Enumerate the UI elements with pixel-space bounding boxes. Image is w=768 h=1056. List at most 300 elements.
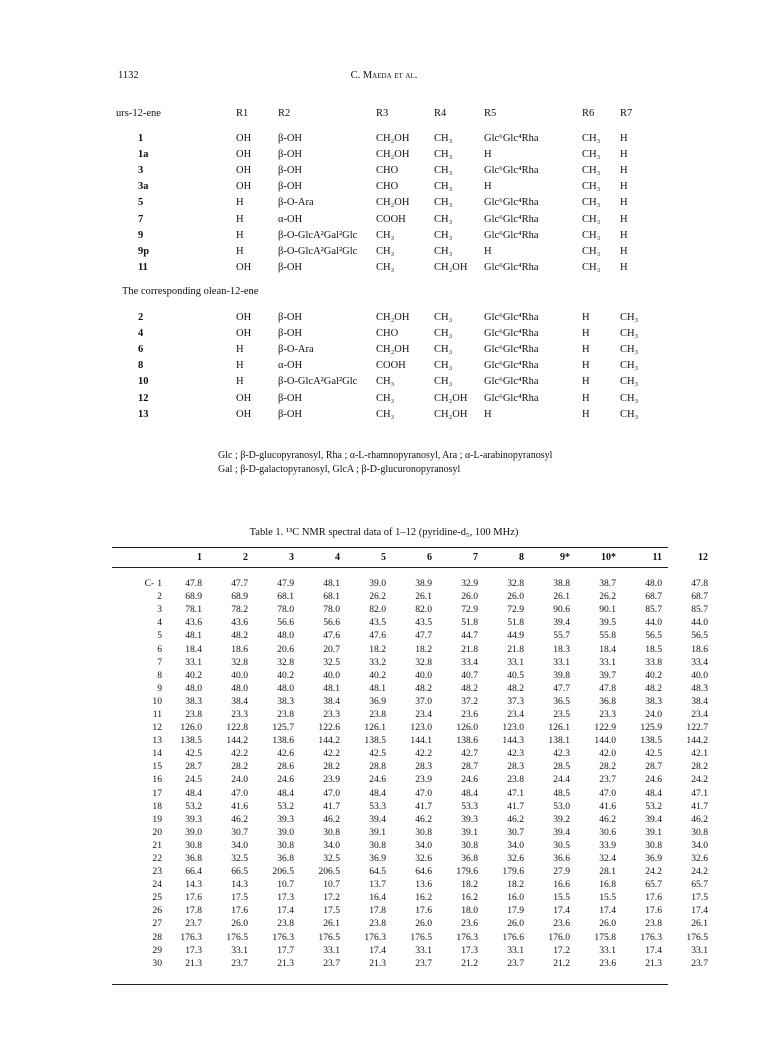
shift-value: 56.5 xyxy=(645,630,662,642)
shift-value: 47.1 xyxy=(507,787,524,799)
shift-value: 53.0 xyxy=(553,800,570,812)
substituent-cell: CH₃ xyxy=(582,229,601,241)
shift-value: 33.1 xyxy=(323,944,340,956)
shift-value: 30.8 xyxy=(645,839,662,851)
shift-value: 26.2 xyxy=(369,591,386,603)
urs-heading: urs-12-ene xyxy=(116,108,161,119)
shift-value: 47.9 xyxy=(277,578,294,590)
shift-value: 16.2 xyxy=(461,892,478,904)
shift-value: 68.7 xyxy=(691,591,708,603)
substituent-cell: H xyxy=(484,245,492,257)
compound-number: 11 xyxy=(138,262,148,274)
substituent-cell: β-O-GlcA²Gal²Glc xyxy=(278,229,358,241)
substituent-cell: CH₃ xyxy=(582,213,601,225)
shift-value: 26.2 xyxy=(599,591,616,603)
carbon-number: 6 xyxy=(157,643,162,655)
carbon-number: 23 xyxy=(152,866,162,878)
shift-value: 125.9 xyxy=(640,722,662,734)
substituent-cell: Glc⁶Glc⁴Rha xyxy=(484,360,539,372)
shift-value: 38.3 xyxy=(645,695,662,707)
substituent-cell: CH₃ xyxy=(582,181,601,193)
shift-value: 28.3 xyxy=(507,761,524,773)
shift-value: 53.3 xyxy=(461,800,478,812)
shift-value: 18.4 xyxy=(599,643,616,655)
shift-value: 23.7 xyxy=(323,957,340,969)
oleane-row xyxy=(138,358,640,374)
shift-value: 18.4 xyxy=(185,643,202,655)
shift-value: 23.8 xyxy=(645,918,662,930)
substituent-cell: H xyxy=(620,148,628,160)
shift-value: 17.4 xyxy=(369,944,386,956)
oleane-row xyxy=(138,390,640,406)
urs-structure-table xyxy=(116,108,640,276)
nmr-data-table xyxy=(112,577,714,970)
substituent-cell: CH₃ xyxy=(620,408,639,420)
shift-value: 17.5 xyxy=(691,892,708,904)
nmr-row xyxy=(112,669,714,682)
oleane-row xyxy=(138,309,640,325)
nmr-row xyxy=(112,734,714,747)
shift-value: 48.0 xyxy=(185,682,202,694)
shift-value: 53.3 xyxy=(369,800,386,812)
shift-value: 38.8 xyxy=(553,578,570,590)
nmr-row xyxy=(112,590,714,603)
nmr-header xyxy=(112,549,714,565)
shift-value: 39.0 xyxy=(185,826,202,838)
shift-value: 38.4 xyxy=(231,695,248,707)
table1-caption: Table 1. ¹³C NMR spectral data of 1–12 (pyridine-d₅, 100 MHz) xyxy=(249,527,519,538)
shift-value: 47.7 xyxy=(415,630,432,642)
shift-value: 39.0 xyxy=(369,578,386,590)
substituent-cell: H xyxy=(236,197,244,209)
shift-value: 30.6 xyxy=(599,826,616,838)
shift-value: 40.5 xyxy=(507,669,524,681)
shift-value: 125.7 xyxy=(272,722,294,734)
shift-value: 42.2 xyxy=(415,748,432,760)
carbon-label xyxy=(112,629,162,642)
shift-value: 30.8 xyxy=(691,826,708,838)
shift-value: 32.8 xyxy=(507,578,524,590)
substituent-cell: COOH xyxy=(376,213,406,225)
shift-value: 26.0 xyxy=(415,918,432,930)
shift-value: 44.0 xyxy=(645,617,662,629)
nmr-row xyxy=(112,865,714,878)
substituent-cell: α-OH xyxy=(278,360,303,372)
shift-value: 40.0 xyxy=(323,669,340,681)
shift-value: 18.3 xyxy=(553,643,570,655)
substituent-cell: β-OH xyxy=(278,262,303,274)
shift-value: 48.2 xyxy=(415,682,432,694)
shift-value: 32.9 xyxy=(461,578,478,590)
compound-number: 8 xyxy=(138,360,144,372)
shift-value: 43.5 xyxy=(415,617,432,629)
shift-value: 90.6 xyxy=(553,604,570,616)
nmr-row xyxy=(112,917,714,930)
shift-value: 14.3 xyxy=(185,879,202,891)
substituent-cell: CH₂OH xyxy=(376,132,410,144)
carbon-number: 7 xyxy=(157,656,162,668)
nmr-row xyxy=(112,891,714,904)
shift-value: 175.8 xyxy=(594,931,616,943)
carbon-label xyxy=(112,839,162,852)
shift-value: 33.2 xyxy=(369,656,386,668)
carbon-label xyxy=(112,747,162,760)
substituent-cell: CH₃ xyxy=(434,245,453,257)
substituent-cell: CH₃ xyxy=(620,311,639,323)
shift-value: 47.0 xyxy=(231,787,248,799)
shift-value: 37.0 xyxy=(415,695,432,707)
carbon-number: 9 xyxy=(157,682,162,694)
shift-value: 30.7 xyxy=(507,826,524,838)
shift-value: 78.2 xyxy=(231,604,248,616)
nmr-row xyxy=(112,904,714,917)
shift-value: 47.6 xyxy=(323,630,340,642)
carbon-label xyxy=(112,656,162,669)
shift-value: 53.2 xyxy=(277,800,294,812)
shift-value: 123.0 xyxy=(502,722,524,734)
shift-value: 17.4 xyxy=(277,905,294,917)
shift-value: 48.1 xyxy=(323,578,340,590)
shift-value: 138.5 xyxy=(180,735,202,747)
shift-value: 48.0 xyxy=(277,682,294,694)
shift-value: 46.2 xyxy=(691,813,708,825)
substituent-cell: β-OH xyxy=(278,148,303,160)
shift-value: 30.8 xyxy=(185,839,202,851)
nmr-row xyxy=(112,813,714,826)
compound-column-header: 11 xyxy=(652,551,662,563)
shift-value: 18.6 xyxy=(691,643,708,655)
shift-value: 28.1 xyxy=(599,866,616,878)
shift-value: 17.6 xyxy=(231,905,248,917)
shift-value: 126.0 xyxy=(180,722,202,734)
carbon-label xyxy=(112,917,162,930)
nmr-row xyxy=(112,852,714,865)
compound-number: 10 xyxy=(138,376,149,388)
carbon-label xyxy=(112,642,162,655)
shift-value: 48.0 xyxy=(231,682,248,694)
shift-value: 48.2 xyxy=(645,682,662,694)
substituent-cell: H xyxy=(582,360,590,372)
shift-value: 10.7 xyxy=(323,879,340,891)
shift-value: 17.7 xyxy=(277,944,294,956)
compound-number: 4 xyxy=(138,327,144,339)
shift-value: 38.9 xyxy=(415,578,432,590)
substituent-cell: CH₃ xyxy=(376,408,395,420)
shift-value: 28.8 xyxy=(369,761,386,773)
shift-value: 126.0 xyxy=(456,722,478,734)
shift-value: 39.8 xyxy=(553,669,570,681)
shift-value: 43.6 xyxy=(231,617,248,629)
shift-value: 33.1 xyxy=(553,656,570,668)
carbon-number: 5 xyxy=(157,630,162,642)
carbon-label xyxy=(112,669,162,682)
shift-value: 15.5 xyxy=(599,892,616,904)
shift-value: 18.5 xyxy=(645,643,662,655)
shift-value: 42.5 xyxy=(645,748,662,760)
carbon-label xyxy=(112,695,162,708)
substituent-cell: H xyxy=(582,343,590,355)
shift-value: 122.7 xyxy=(686,722,708,734)
substituent-cell: CH₃ xyxy=(376,392,395,404)
shift-value: 39.1 xyxy=(645,826,662,838)
substituent-cell: OH xyxy=(236,311,252,323)
substituent-cell: H xyxy=(236,229,244,241)
shift-value: 28.2 xyxy=(231,761,248,773)
substituent-cell: H xyxy=(582,408,590,420)
substituent-cell: CH₂OH xyxy=(376,343,410,355)
carbon-number: 25 xyxy=(152,892,162,904)
substituent-cell: H xyxy=(620,262,628,274)
nmr-row xyxy=(112,800,714,813)
carbon-label xyxy=(112,800,162,813)
shift-value: 37.3 xyxy=(507,695,524,707)
substituent-cell: CH₂OH xyxy=(434,262,468,274)
shift-value: 42.1 xyxy=(691,748,708,760)
shift-value: 47.7 xyxy=(553,682,570,694)
substituent-cell: H xyxy=(236,360,244,372)
carbon-number: 20 xyxy=(152,826,162,838)
shift-value: 138.6 xyxy=(456,735,478,747)
shift-value: 24.2 xyxy=(645,866,662,878)
shift-value: 26.1 xyxy=(691,918,708,930)
substituent-cell: CH₃ xyxy=(434,327,453,339)
shift-value: 39.3 xyxy=(185,813,202,825)
shift-value: 34.0 xyxy=(323,839,340,851)
shift-value: 47.8 xyxy=(599,682,616,694)
substituent-cell: H xyxy=(236,245,244,257)
shift-value: 17.8 xyxy=(369,905,386,917)
shift-value: 23.5 xyxy=(553,708,570,720)
shift-value: 42.5 xyxy=(369,748,386,760)
shift-value: 24.2 xyxy=(691,866,708,878)
shift-value: 138.6 xyxy=(272,735,294,747)
shift-value: 30.7 xyxy=(231,826,248,838)
nmr-row xyxy=(112,878,714,891)
substituent-cell: β-O-GlcA²Gal²Glc xyxy=(278,376,358,388)
substituent-cell: CH₃ xyxy=(434,343,453,355)
shift-value: 30.8 xyxy=(369,839,386,851)
shift-value: 23.7 xyxy=(415,957,432,969)
substituent-cell: OH xyxy=(236,132,252,144)
substituent-cell: CH₃ xyxy=(376,245,395,257)
substituent-cell: CH₃ xyxy=(434,148,453,160)
shift-value: 176.5 xyxy=(686,931,708,943)
col-r5: R5 xyxy=(484,108,497,119)
shift-value: 42.5 xyxy=(185,748,202,760)
carbon-number: 29 xyxy=(152,944,162,956)
substituent-cell: CH₂OH xyxy=(376,197,410,209)
shift-value: 33.1 xyxy=(507,656,524,668)
carbon-label xyxy=(112,773,162,786)
shift-value: 179.6 xyxy=(456,866,478,878)
compound-number: 5 xyxy=(138,197,144,209)
running-title: C. Maeda et al. xyxy=(350,70,418,81)
shift-value: 21.3 xyxy=(185,957,202,969)
shift-value: 17.5 xyxy=(323,905,340,917)
shift-value: 48.1 xyxy=(185,630,202,642)
shift-value: 176.5 xyxy=(318,931,340,943)
shift-value: 65.7 xyxy=(645,879,662,891)
substituent-cell: CH₃ xyxy=(434,197,453,209)
substituent-cell: CH₃ xyxy=(434,360,453,372)
substituent-cell: CHO xyxy=(376,327,399,339)
shift-value: 26.0 xyxy=(507,591,524,603)
compound-column-header: 1 xyxy=(197,551,202,563)
substituent-cell: OH xyxy=(236,148,252,160)
shift-value: 43.5 xyxy=(369,617,386,629)
shift-value: 26.1 xyxy=(323,918,340,930)
shift-value: 68.9 xyxy=(185,591,202,603)
shift-value: 144.3 xyxy=(502,735,524,747)
nmr-header-row xyxy=(112,549,714,565)
carbon-label xyxy=(112,813,162,826)
shift-value: 23.4 xyxy=(507,708,524,720)
shift-value: 40.2 xyxy=(277,669,294,681)
shift-value: 18.2 xyxy=(461,879,478,891)
substituent-cell: H xyxy=(620,181,628,193)
shift-value: 82.0 xyxy=(415,604,432,616)
nmr-row xyxy=(112,656,714,669)
shift-value: 41.7 xyxy=(507,800,524,812)
shift-value: 40.0 xyxy=(415,669,432,681)
nmr-row xyxy=(112,957,714,970)
shift-value: 17.3 xyxy=(185,944,202,956)
nmr-row xyxy=(112,708,714,721)
shift-value: 28.7 xyxy=(645,761,662,773)
shift-value: 33.1 xyxy=(599,656,616,668)
shift-value: 36.8 xyxy=(277,853,294,865)
shift-value: 32.4 xyxy=(599,853,616,865)
urs-row xyxy=(138,162,640,178)
shift-value: 23.8 xyxy=(277,708,294,720)
shift-value: 47.6 xyxy=(369,630,386,642)
shift-value: 176.0 xyxy=(548,931,570,943)
shift-value: 28.2 xyxy=(599,761,616,773)
substituent-cell: β-OH xyxy=(278,327,303,339)
shift-value: 17.5 xyxy=(231,892,248,904)
shift-value: 16.6 xyxy=(553,879,570,891)
shift-value: 39.1 xyxy=(369,826,386,838)
urs-row xyxy=(138,195,640,211)
shift-value: 64.5 xyxy=(369,866,386,878)
shift-value: 26.0 xyxy=(231,918,248,930)
shift-value: 17.2 xyxy=(553,944,570,956)
nmr-row xyxy=(112,642,714,655)
shift-value: 18.2 xyxy=(369,643,386,655)
shift-value: 33.1 xyxy=(691,944,708,956)
carbon-label xyxy=(112,682,162,695)
shift-value: 42.3 xyxy=(507,748,524,760)
shift-value: 41.7 xyxy=(323,800,340,812)
nmr-row xyxy=(112,931,714,944)
substituent-cell: CH₃ xyxy=(434,376,453,388)
compound-number: 12 xyxy=(138,392,149,404)
shift-value: 39.5 xyxy=(599,617,616,629)
shift-value: 33.4 xyxy=(461,656,478,668)
shift-value: 48.4 xyxy=(277,787,294,799)
shift-value: 13.6 xyxy=(415,879,432,891)
urs-row xyxy=(138,243,640,259)
compound-number: 6 xyxy=(138,343,144,355)
shift-value: 33.1 xyxy=(507,944,524,956)
carbon-prefix: C- xyxy=(144,578,155,590)
oleane-heading: The corresponding olean-12-ene xyxy=(122,286,259,297)
shift-value: 28.5 xyxy=(553,761,570,773)
shift-value: 28.6 xyxy=(277,761,294,773)
shift-value: 36.8 xyxy=(599,695,616,707)
oleane-row xyxy=(138,374,640,390)
shift-value: 39.3 xyxy=(461,813,478,825)
carbon-number: 15 xyxy=(152,761,162,773)
compound-column-header: 2 xyxy=(243,551,248,563)
nmr-row xyxy=(112,826,714,839)
shift-value: 176.3 xyxy=(180,931,202,943)
shift-value: 24.6 xyxy=(369,774,386,786)
shift-value: 17.3 xyxy=(461,944,478,956)
shift-value: 20.6 xyxy=(277,643,294,655)
shift-value: 82.0 xyxy=(369,604,386,616)
shift-value: 24.5 xyxy=(185,774,202,786)
shift-value: 41.6 xyxy=(599,800,616,812)
shift-value: 176.5 xyxy=(410,931,432,943)
shift-value: 21.3 xyxy=(277,957,294,969)
substituent-cell: CH₂OH xyxy=(376,148,410,160)
shift-value: 51.8 xyxy=(461,617,478,629)
shift-value: 47.8 xyxy=(185,578,202,590)
shift-value: 27.9 xyxy=(553,866,570,878)
urs-row xyxy=(138,211,640,227)
shift-value: 32.8 xyxy=(415,656,432,668)
shift-value: 48.1 xyxy=(369,682,386,694)
substituent-cell: OH xyxy=(236,164,252,176)
substituent-cell: β-O-Ara xyxy=(278,197,314,209)
substituent-cell: Glc⁶Glc⁴Rha xyxy=(484,376,539,388)
substituent-cell: H xyxy=(484,148,492,160)
shift-value: 66.4 xyxy=(185,866,202,878)
shift-value: 23.6 xyxy=(553,918,570,930)
abbreviation-line-1: Glc ; β-D-glucopyranosyl, Rha ; α-L-rhamnopyranosyl, Ara ; α-L-arabinopyranosyl xyxy=(218,450,553,461)
shift-value: 17.4 xyxy=(691,905,708,917)
nmr-row xyxy=(112,616,714,629)
shift-value: 33.8 xyxy=(645,656,662,668)
carbon-number: 28 xyxy=(152,931,162,943)
substituent-cell: Glc⁶Glc⁴Rha xyxy=(484,132,539,144)
carbon-number: 24 xyxy=(152,879,162,891)
shift-value: 122.9 xyxy=(594,722,616,734)
shift-value: 32.5 xyxy=(231,853,248,865)
shift-value: 47.7 xyxy=(231,578,248,590)
carbon-label xyxy=(112,957,162,970)
shift-value: 23.7 xyxy=(691,957,708,969)
substituent-cell: Glc⁶Glc⁴Rha xyxy=(484,164,539,176)
substituent-cell: CH₃ xyxy=(582,132,601,144)
compound-column-header: 5 xyxy=(381,551,386,563)
shift-value: 48.4 xyxy=(369,787,386,799)
shift-value: 23.3 xyxy=(323,708,340,720)
shift-value: 39.4 xyxy=(369,813,386,825)
shift-value: 47.0 xyxy=(599,787,616,799)
substituent-cell: Glc⁶Glc⁴Rha xyxy=(484,343,539,355)
table-rule-bottom xyxy=(112,984,668,985)
shift-value: 55.8 xyxy=(599,630,616,642)
carbon-label xyxy=(112,787,162,800)
shift-value: 23.8 xyxy=(507,774,524,786)
shift-value: 43.6 xyxy=(185,617,202,629)
shift-value: 33.4 xyxy=(691,656,708,668)
carbon-column-header xyxy=(112,549,162,565)
shift-value: 206.5 xyxy=(272,866,294,878)
substituent-cell: CH₃ xyxy=(582,245,601,257)
